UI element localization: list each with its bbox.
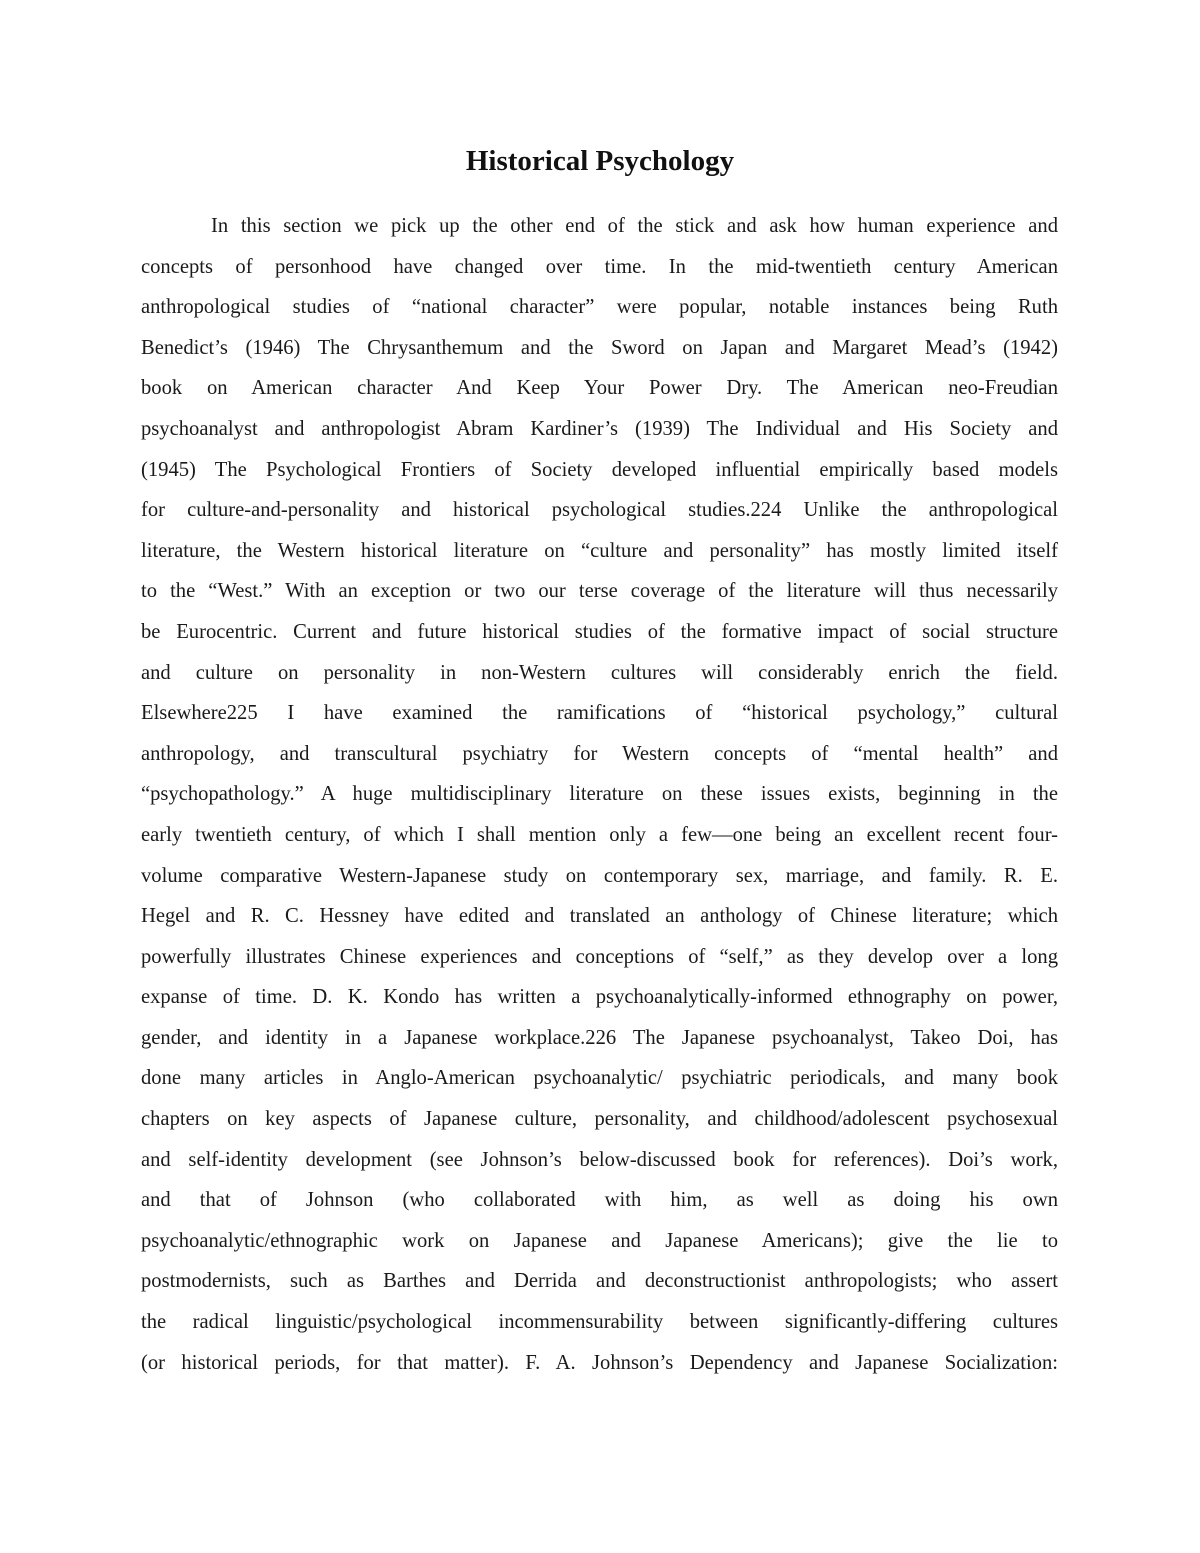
text-line: (1945) The Psychological Frontiers of Society developed influential empirically based models (141, 458, 1058, 481)
text-line: postmodernists, such as Barthes and Derrida and deconstructionist anthropologists; who assert (141, 1270, 1058, 1293)
text-line: early twentieth century, of which I shall mention only a few—one being an excellent recent four- (141, 823, 1058, 846)
text-line: In this section we pick up the other end of the stick and ask how human experience and (211, 215, 1058, 237)
text-line: powerfully illustrates Chinese experiences and conceptions of “self,” as they develop over a long (141, 945, 1058, 968)
text-line: concepts of personhood have changed over time. In the mid-twentieth century American (141, 255, 1058, 278)
text-line: expanse of time. D. K. Kondo has written a psychoanalytically-informed ethnography on power, (141, 986, 1058, 1009)
text-line: be Eurocentric. Current and future historical studies of the formative impact of social structure (141, 620, 1058, 643)
text-line: done many articles in Anglo-American psychoanalytic/ psychiatric periodicals, and many book (141, 1067, 1058, 1090)
text-line: anthropology, and transcultural psychiatry for Western concepts of “mental health” and (141, 742, 1058, 765)
text-line: and self-identity development (see Johnson’s below-discussed book for references). Doi’s work, (141, 1148, 1058, 1171)
text-line: psychoanalytic/ethnographic work on Japanese and Japanese Americans); give the lie to (141, 1229, 1058, 1252)
text-line: Hegel and R. C. Hessney have edited and translated an anthology of Chinese literature; which (141, 905, 1058, 928)
text-line: (or historical periods, for that matter). F. A. Johnson’s Dependency and Japanese Socialization: (141, 1351, 1058, 1374)
body-paragraph (141, 206, 1058, 1383)
text-line: volume comparative Western-Japanese study on contemporary sex, marriage, and family. R. E. (141, 864, 1058, 887)
text-line: Elsewhere225 I have examined the ramifications of “historical psychology,” cultural (141, 702, 1058, 725)
text-line: literature, the Western historical literature on “culture and personality” has mostly limited itself (141, 539, 1058, 562)
text-line: for culture-and-personality and historical psychological studies.224 Unlike the anthropological (141, 499, 1058, 522)
text-line: “psychopathology.” A huge multidisciplinary literature on these issues exists, beginning in the (141, 783, 1058, 806)
page-title: Historical Psychology (465, 145, 735, 177)
text-line: psychoanalyst and anthropologist Abram Kardiner’s (1939) The Individual and His Society and (141, 417, 1058, 440)
text-line: anthropological studies of “national character” were popular, notable instances being Ruth (141, 296, 1058, 319)
text-line: book on American character And Keep Your Power Dry. The American neo-Freudian (141, 377, 1058, 400)
text-line: and culture on personality in non-Western cultures will considerably enrich the field. (141, 661, 1058, 684)
text-line: Benedict’s (1946) The Chrysanthemum and the Sword on Japan and Margaret Mead’s (1942) (141, 336, 1058, 359)
text-line: chapters on key aspects of Japanese culture, personality, and childhood/adolescent psychosexual (141, 1108, 1058, 1131)
text-line: and that of Johnson (who collaborated with him, as well as doing his own (141, 1189, 1058, 1212)
text-line: the radical linguistic/psychological incommensurability between significantly-differing cultures (141, 1311, 1058, 1334)
text-line: gender, and identity in a Japanese workplace.226 The Japanese psychoanalyst, Takeo Doi, has (141, 1026, 1058, 1049)
text-line: to the “West.” With an exception or two our terse coverage of the literature will thus necessarily (141, 580, 1058, 603)
